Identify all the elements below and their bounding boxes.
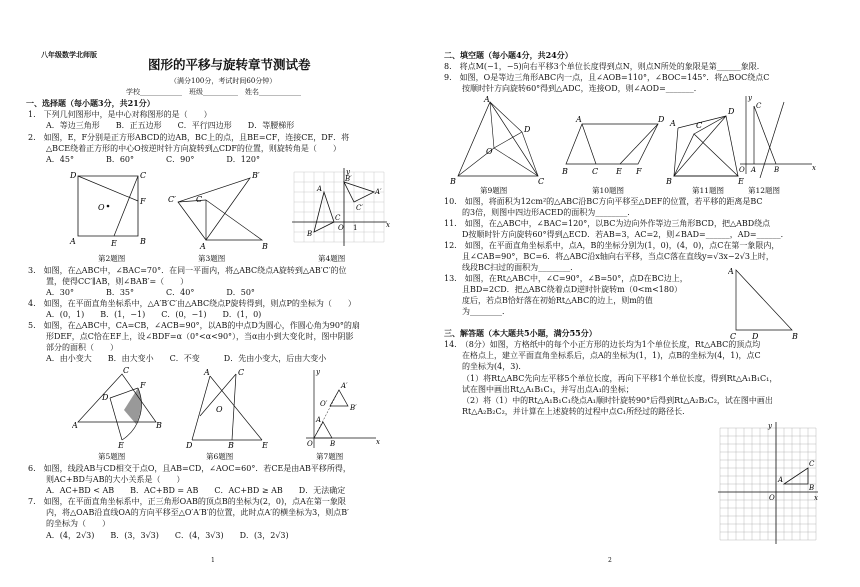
label-D: D	[70, 171, 77, 180]
label-B: B	[156, 421, 162, 430]
question-5-line3: 部分的面积（ ）	[46, 343, 118, 352]
label-A: A	[670, 119, 676, 128]
question-7-line2: 内，将△OAB沿直线OA的方向平移至△O′A′B′的位置，此时点A′的横坐标为3，则点B′	[46, 508, 349, 517]
caption-fig10: 第10题图	[592, 186, 625, 195]
label-one: 1	[353, 224, 358, 232]
question-11-line2: D按顺时针方向旋转60°得到△ECD．若AB=3，AC=2，则∠BAD=______，AD=______．	[462, 230, 789, 239]
question-2-line1: 2. 如图，E，F分别是正方形ABCD的边AB，BC上的点，且BE=CF，连接CE，DF．将	[28, 133, 350, 142]
question-12-line2: 且∠CAB=90°，BC=6．将△ABC沿x轴向右平移，当点C落在直线y=√3x−2√3上时，	[462, 252, 774, 261]
figure-13	[728, 266, 804, 340]
question-7-line3: 的坐标为（ ）	[46, 519, 110, 528]
question-9-line1: 9. 如图，O是等边三角形ABC内一点，且∠AOB=110°，∠BOC=145°．将△BOC绕点C	[444, 73, 770, 82]
caption-fig9: 第9题图	[480, 186, 508, 195]
figure-4	[290, 166, 390, 254]
label-Op: O′	[320, 400, 328, 408]
label-Ap: A′	[341, 382, 348, 390]
question-14-part1-line2: 试在图中画出Rt△A₁B₁C₁，并写出点A₁的坐标；	[462, 385, 634, 394]
question-13-line3: 度后，若点B恰好落在初始Rt△ABC的边上，则m的值	[462, 296, 653, 305]
label-C: C	[730, 332, 737, 340]
label-O: O	[769, 494, 775, 502]
label-Cp: C′	[356, 204, 363, 212]
label-C: C	[756, 102, 762, 110]
label-D: D	[752, 332, 759, 340]
question-3-options: A．30° B．35° C．40° D．50°	[46, 288, 255, 297]
figure-5	[72, 366, 164, 450]
question-2-line2: △BCE绕着正方形的中心O按逆时针方向旋转到△CDF的位置，则旋转角是（ ）	[46, 144, 341, 153]
label-y: y	[748, 94, 752, 102]
label-F: F	[140, 381, 146, 390]
figure-3	[164, 168, 274, 252]
label-C: C	[196, 195, 203, 204]
question-5-options: A．由小变大 B．由大变小 C．不变 D．先由小变大，后由大变小	[46, 354, 327, 363]
label-B: B	[666, 177, 672, 186]
label-C: C	[696, 121, 703, 130]
question-10-line2: 的3倍，则图中四边形ACED的面积为________．	[462, 208, 636, 217]
caption-fig5: 第5题图	[98, 452, 126, 461]
label-Bp: B′	[345, 175, 352, 183]
label-y: y	[316, 368, 320, 376]
label-O: O	[216, 405, 223, 414]
label-E: E	[738, 177, 744, 186]
question-14-line1: 14. （8分）如图，方格纸中的每个小正方形的边长均为1个单位长度，Rt△ABC的顶点均	[444, 340, 761, 349]
label-C: C	[538, 177, 545, 186]
caption-fig3: 第3题图	[198, 254, 226, 263]
label-C: C	[592, 167, 599, 176]
section2-title: 二、填空题（每小题4分，共24分）	[444, 50, 573, 60]
caption-fig4: 第4题图	[318, 254, 346, 263]
label-B: B	[792, 332, 798, 340]
question-7-line1: 7. 如图，在平面直角坐标系中，正三角形OAB的顶点B的坐标为(2，0)，点A在第一象限	[28, 497, 346, 506]
exam-subtitle: （满分100分，考试时间60分钟）	[170, 77, 277, 85]
label-A: A	[316, 416, 322, 424]
label-C: C	[238, 368, 245, 377]
label-B: B	[262, 242, 268, 251]
student-info-line: 学校____________ 班级__________ 姓名____________	[126, 88, 301, 96]
label-O: O	[307, 440, 313, 448]
label-B: B	[228, 441, 234, 450]
question-4-options: A．(0，1) B．(1，−1) C．(0，−1) D．(1，0)	[46, 310, 262, 319]
label-D: D	[524, 125, 531, 134]
label-A: A	[70, 237, 76, 246]
label-B: B	[330, 440, 336, 448]
question-14-part2-line2: Rt△A₂B₂C₂，并计算在上述旋转的过程中点C₁所经过的路径长．	[462, 407, 691, 416]
label-B: B	[562, 167, 568, 176]
label-A: A	[576, 115, 582, 124]
label-C: C	[140, 171, 147, 180]
label-A: A	[778, 476, 784, 484]
label-Bp: B′	[252, 171, 260, 180]
question-9-line2: 按顺时针方向旋转60°得到△ADC，连接OD，则∠AOD=_______．	[462, 84, 702, 93]
label-A: A	[751, 166, 757, 174]
section3-title: 三、解答题（本大题共5小题，满分55分）	[444, 328, 597, 338]
figure-2	[66, 168, 158, 252]
label-x: x	[814, 494, 818, 502]
label-B: B	[809, 484, 815, 492]
question-7-options: A．(4，2√3) B．(3，3√3) C．(4，3√3) D．(3，2√3)	[46, 531, 289, 540]
label-F: F	[140, 197, 146, 206]
question-6-line1: 6. 如图，线段AB与CD相交于点O，且AB=CD，∠AOC=60°．若CE是由AB平移所得，	[28, 464, 351, 473]
question-5-line1: 5. 如图，在△ABC中，CA=CB，∠ACB=90°，以AB的中点D为圆心，作圆心角为90°的扇	[28, 321, 360, 330]
label-Bp: B′	[350, 404, 357, 412]
question-14-line3: 的坐标为(4，3)．	[462, 362, 527, 371]
figure-10	[560, 112, 670, 178]
page-number-right: 2	[608, 557, 612, 564]
label-y: y	[346, 168, 350, 176]
label-O: O	[486, 147, 493, 156]
label-A: A	[484, 96, 490, 104]
grade-header: 八年级数学北师版	[41, 50, 97, 59]
question-13-line1: 13. 如图，在Rt△ABC中，∠C=90°，∠B=50°，点D在BC边上，	[444, 274, 688, 283]
label-B: B	[450, 177, 456, 186]
question-14-part1-line1: （1）将Rt△ABC先向左平移5个单位长度，再向下平移1个单位长度，得到Rt△A₁B₁C₁，	[462, 374, 778, 383]
label-C: C	[335, 214, 341, 222]
label-O: O	[338, 224, 344, 232]
question-8: 8. 将点M(−1，−5)向右平移3个单位长度得到点N，则点N所处的象限是第______象限．	[444, 62, 765, 71]
label-E: E	[262, 441, 268, 450]
question-1-options: A．等边三角形 B．正五边形 C．平行四边形 D．等腰梯形	[46, 121, 295, 130]
question-14-part2-line1: （2）将（1）中的Rt△A₁B₁C₁绕点A₁顺时针旋转90°后得到Rt△A₂B₂C₂，试在图中画出	[462, 396, 773, 405]
label-Ap: A′	[375, 188, 382, 196]
label-C: C	[123, 366, 130, 375]
question-13-line2: 且BD=2CD．把△ABC绕着点D逆时针旋转m（0<m<180）	[462, 285, 683, 294]
label-x: x	[812, 164, 816, 172]
label-F: F	[636, 167, 642, 176]
label-B: B	[774, 166, 780, 174]
figure-12	[736, 92, 816, 178]
page-number-left: 1	[211, 557, 215, 564]
label-B: B	[307, 230, 313, 238]
label-Cp: C′	[168, 195, 176, 204]
label-A: A	[72, 421, 78, 430]
label-A: A	[317, 185, 323, 193]
label-y: y	[768, 422, 772, 430]
label-D: D	[102, 393, 109, 402]
question-11-line1: 11. 如图，在△ABC中，∠BAC=120°，以BC为边向外作等边三角形BCD，把△ABD绕点	[444, 219, 771, 228]
question-2-options: A．45° B．60° C．90° D．120°	[46, 155, 260, 164]
question-10-line1: 10. 如图，将面积为12cm²的△ABC沿BC方向平移至△DEF的位置，若平移的距离是BC	[444, 197, 763, 206]
label-A: A	[728, 267, 734, 276]
question-1: 1. 下列几何图形中，是中心对称图形的是（ ）	[28, 110, 212, 119]
figure-7	[300, 366, 380, 450]
figure-14-grid	[716, 418, 820, 546]
label-O: O	[98, 203, 105, 212]
label-A: A	[204, 368, 210, 377]
page-title: 图形的平移与旋转章节测试卷	[148, 57, 311, 72]
question-14-line2: 在格点上，建立平面直角坐标系后，点A的坐标为(1，1)，点B的坐标为(4，1)，点C	[462, 351, 761, 360]
label-B: B	[140, 237, 146, 246]
caption-fig6: 第6题图	[206, 452, 234, 461]
question-12-line3: 线段BC扫过的面积为________．	[462, 263, 579, 272]
label-E: E	[616, 167, 622, 176]
question-6-options: A．AC+BD < AB B．AC+BD = AB C．AC+BD ≥ AB D．无法确定	[46, 486, 346, 495]
caption-fig2: 第2题图	[98, 254, 126, 263]
label-D: D	[728, 107, 735, 116]
label-x: x	[376, 438, 380, 446]
section1-title: 一、选择题（每小题3分，共21分）	[26, 98, 155, 108]
figure-6	[180, 366, 280, 450]
label-A: A	[200, 242, 206, 251]
caption-fig11: 第11题图	[692, 186, 725, 195]
label-x: x	[386, 221, 390, 229]
question-6-line2: 则AC+BD与AB的大小关系是（ ）	[46, 475, 185, 484]
label-E: E	[118, 441, 124, 450]
figure-9	[450, 96, 550, 186]
right-page	[430, 0, 860, 587]
caption-fig12: 第12题图	[748, 186, 781, 195]
question-5-line2: 形DEF，点C恰在EF上，设∠BDF=α（0°<α<90°），当α由小到大变化时，图中阴影	[46, 332, 354, 341]
caption-fig7: 第7题图	[316, 452, 344, 461]
question-13-line4: 为________．	[462, 307, 510, 316]
label-E: E	[111, 239, 117, 248]
label-C: C	[809, 460, 815, 468]
label-D: D	[186, 441, 193, 450]
question-3-line2: 置，使得CC′∥AB，则∠BAB′=（ ）	[46, 277, 189, 286]
question-12-line1: 12. 如图，在平面直角坐标系中，点A，B的坐标分别为(1，0)，(4，0)，点C在第一象限内，	[444, 241, 780, 250]
question-4: 4. 如图，在平面直角坐标系中，△A′B′C′由△ABC绕点P旋转得到，则点P的坐标为（ ）	[28, 299, 356, 308]
label-D: D	[658, 115, 665, 124]
label-O: O	[739, 166, 745, 174]
question-3-line1: 3. 如图，在△ABC中，∠BAC=70°．在同一平面内，将△ABC绕点A旋转到△AB′C′的位	[28, 266, 347, 275]
